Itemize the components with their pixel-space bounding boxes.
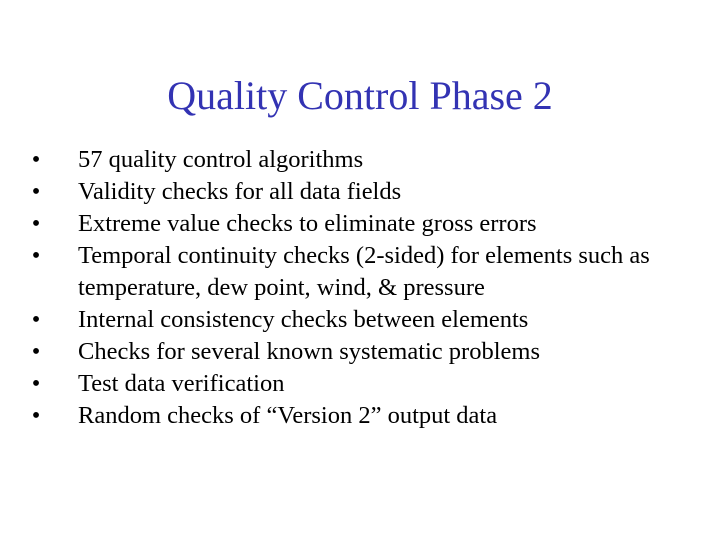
bullet-icon: •	[31, 370, 41, 397]
bullet-text: Extreme value checks to eliminate gross errors	[78, 210, 537, 237]
bullet-item	[26, 336, 706, 368]
bullet-text: 57 quality control algorithms	[78, 146, 364, 173]
bullet-icon: •	[31, 338, 41, 365]
bullet-icon: •	[31, 146, 41, 173]
bullet-item	[26, 144, 706, 176]
bullet-item	[26, 208, 706, 240]
bullet-item	[26, 368, 706, 400]
bullet-item	[26, 400, 706, 432]
bullet-text: Checks for several known systematic problems	[78, 338, 540, 365]
bullet-text: Random checks of “Version 2” output data	[78, 402, 498, 429]
bullet-text: Temporal continuity checks (2-sided) for elements such as temperature, dew point, wind, & pressure	[78, 242, 650, 301]
bullet-icon: •	[31, 178, 41, 205]
bullet-icon: •	[31, 210, 41, 237]
bullet-text: Validity checks for all data fields	[78, 178, 402, 205]
bullet-item	[26, 240, 706, 304]
bullet-icon: •	[31, 242, 41, 269]
bullet-text: Internal consistency checks between elements	[78, 306, 529, 333]
bullet-item	[26, 176, 706, 208]
bullet-item	[26, 304, 706, 336]
bullet-text: Test data verification	[78, 370, 285, 397]
bullet-list	[26, 144, 706, 432]
bullet-icon: •	[31, 306, 41, 333]
bullet-icon: •	[31, 402, 41, 429]
slide-title: Quality Control Phase 2	[167, 73, 553, 118]
